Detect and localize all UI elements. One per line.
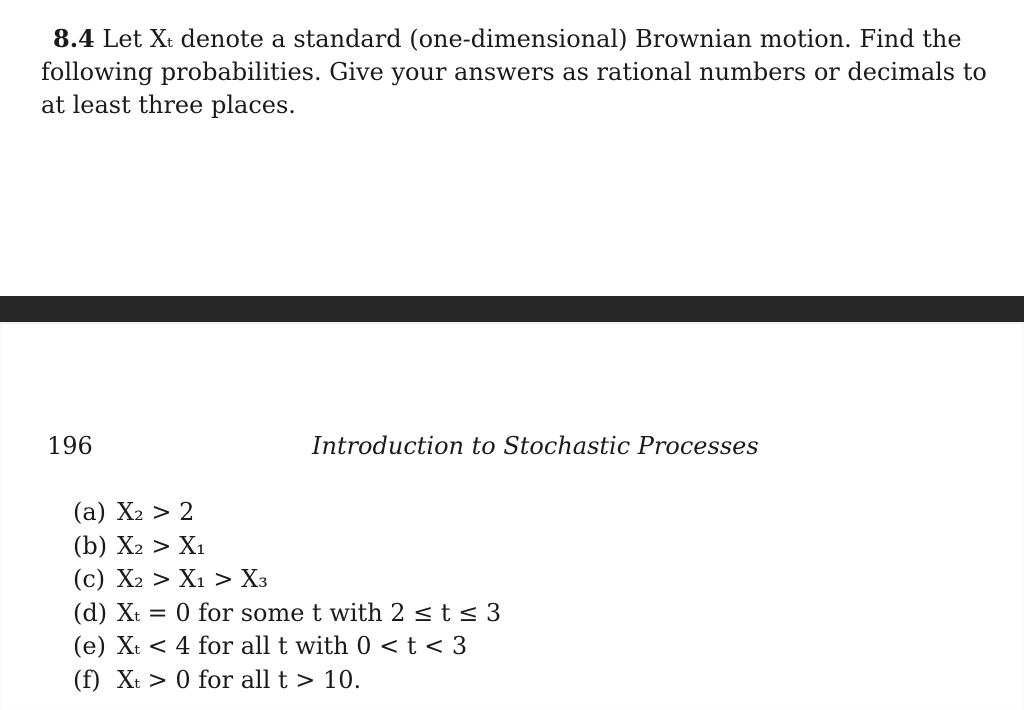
page-number: 196	[47, 432, 93, 460]
problem-text-line-2: following probabilities. Give your answers as rational numbers or decimals to	[41, 58, 987, 86]
problem-parts-list	[73, 496, 501, 697]
page-top-fragment	[0, 0, 1024, 296]
problem-statement	[41, 22, 987, 122]
part-text: Xₜ > 0 for all t > 10.	[117, 665, 362, 694]
part-item	[73, 630, 501, 664]
problem-number: 8.4	[53, 24, 95, 53]
part-label: (d)	[73, 598, 108, 627]
part-text: X₂ > 2	[117, 498, 195, 526]
part-label: (f)	[73, 665, 101, 694]
part-text: X₂ > X₁ > X₃	[117, 565, 268, 593]
running-head: Introduction to Stochastic Processes	[312, 432, 759, 460]
part-text: Xₜ = 0 for some t with 2 ≤ t ≤ 3	[117, 598, 502, 627]
part-text: X₂ > X₁	[117, 531, 206, 560]
part-item	[73, 496, 501, 530]
part-item	[73, 530, 501, 564]
part-label: (b)	[73, 531, 108, 560]
problem-line-1	[41, 22, 971, 56]
part-item	[73, 664, 501, 698]
problem-text-line-1: Let Xₜ denote a standard (one-dimensional) Brownian motion. Find the	[102, 25, 962, 53]
part-label: (e)	[73, 632, 106, 660]
page-divider	[0, 296, 1024, 322]
problem-text-line-3: at least three places.	[41, 91, 296, 119]
part-item	[73, 563, 501, 597]
part-label: (c)	[73, 565, 106, 593]
part-item	[73, 597, 501, 631]
part-label: (a)	[73, 498, 107, 526]
part-text: Xₜ < 4 for all t with 0 < t < 3	[117, 632, 468, 660]
